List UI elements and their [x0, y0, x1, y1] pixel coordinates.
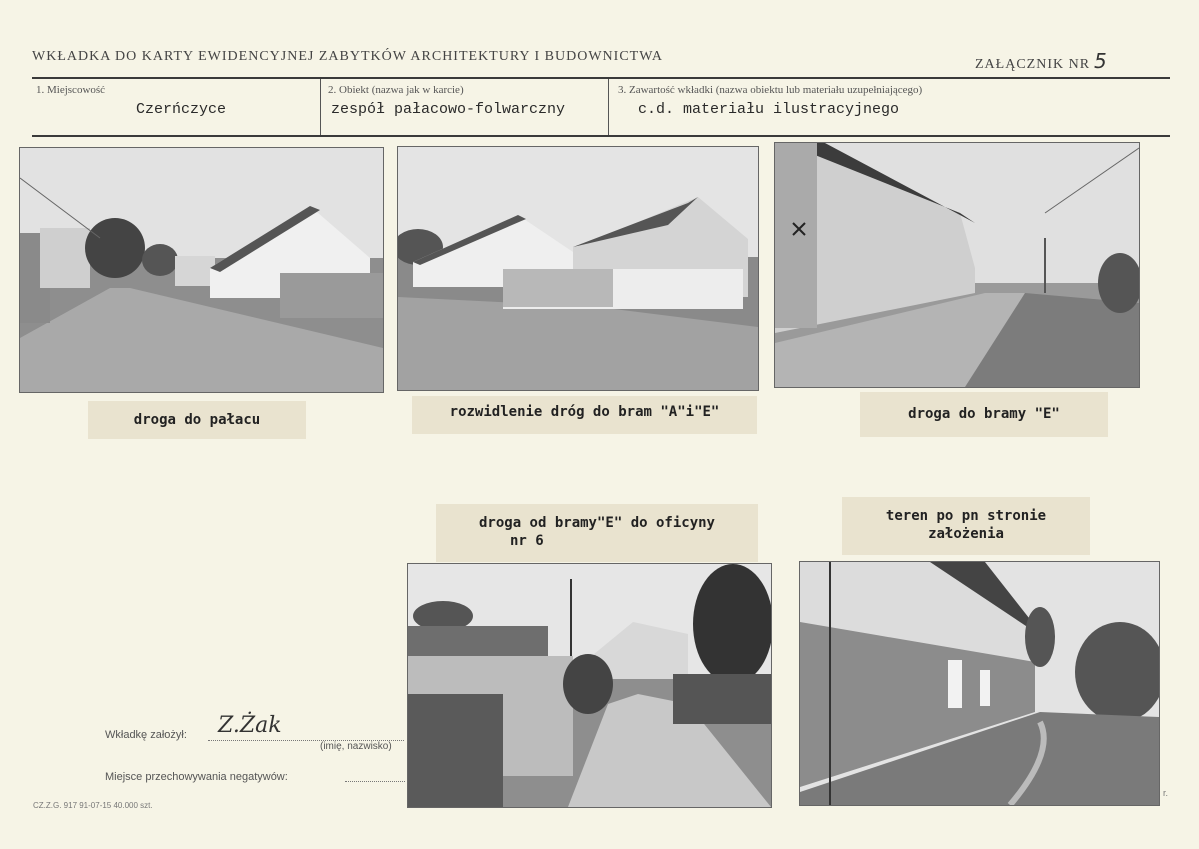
created-by-label: Wkładkę założył: [105, 729, 187, 741]
attachment-number [975, 49, 1108, 73]
form-title: WKŁADKA DO KARTY EWIDENCYJNEJ ZABYTKÓW ARCHITEKTURY I BUDOWNICTWA [32, 49, 663, 64]
negatives-location-line [345, 781, 405, 782]
photo-road-to-gate-e [774, 142, 1140, 388]
header-rule [32, 77, 1170, 79]
content-label: 3. Zawartość wkładki (nazwa obiektu lub materiału uzupełniającego) [618, 84, 923, 96]
caption-line: założenia [928, 526, 1004, 542]
negatives-location-label: Miejsce przechowywania negatywów: [105, 771, 288, 783]
content-value: c.d. materiału ilustracyjnego [638, 101, 900, 118]
attachment-number-value: 5 [1094, 49, 1108, 73]
photo-road-gate-e-to-annex [407, 563, 772, 808]
caption-line: droga od bramy"E" do oficyny [478, 515, 715, 531]
caption-road-fork: rozwidlenie dróg do bram "A"i"E" [412, 396, 757, 434]
caption-road-to-palace: droga do pałacu [88, 401, 306, 439]
corner-mark: r. [1163, 788, 1169, 798]
signature: Z.Żak [218, 713, 282, 738]
caption-line: nr 6 [510, 533, 544, 549]
photo-road-fork [397, 146, 759, 391]
locality-label: 1. Miejscowość [36, 84, 106, 96]
locality-value: Czerńczyce [136, 101, 227, 118]
object-label: 2. Obiekt (nazwa jak w karcie) [328, 84, 464, 96]
caption-north-side-area [842, 497, 1090, 555]
caption-line: teren po pn stronie [885, 508, 1047, 524]
print-info: CZ.Z.G. 917 91-07-15 40.000 szt. [33, 801, 153, 810]
caption-road-gate-e-to-annex [436, 504, 758, 562]
field-divider [320, 79, 321, 136]
photo-north-side-area [799, 561, 1160, 806]
attachment-label: ZAŁĄCZNIK NR [975, 57, 1091, 72]
photo-road-to-palace [19, 147, 384, 393]
object-value: zespół pałacowo-folwarczny [331, 101, 566, 118]
fields-rule [32, 135, 1170, 137]
name-hint: (imię, nazwisko) [320, 741, 392, 752]
field-divider [608, 79, 609, 136]
caption-road-to-gate-e: droga do bramy "E" [860, 392, 1108, 437]
